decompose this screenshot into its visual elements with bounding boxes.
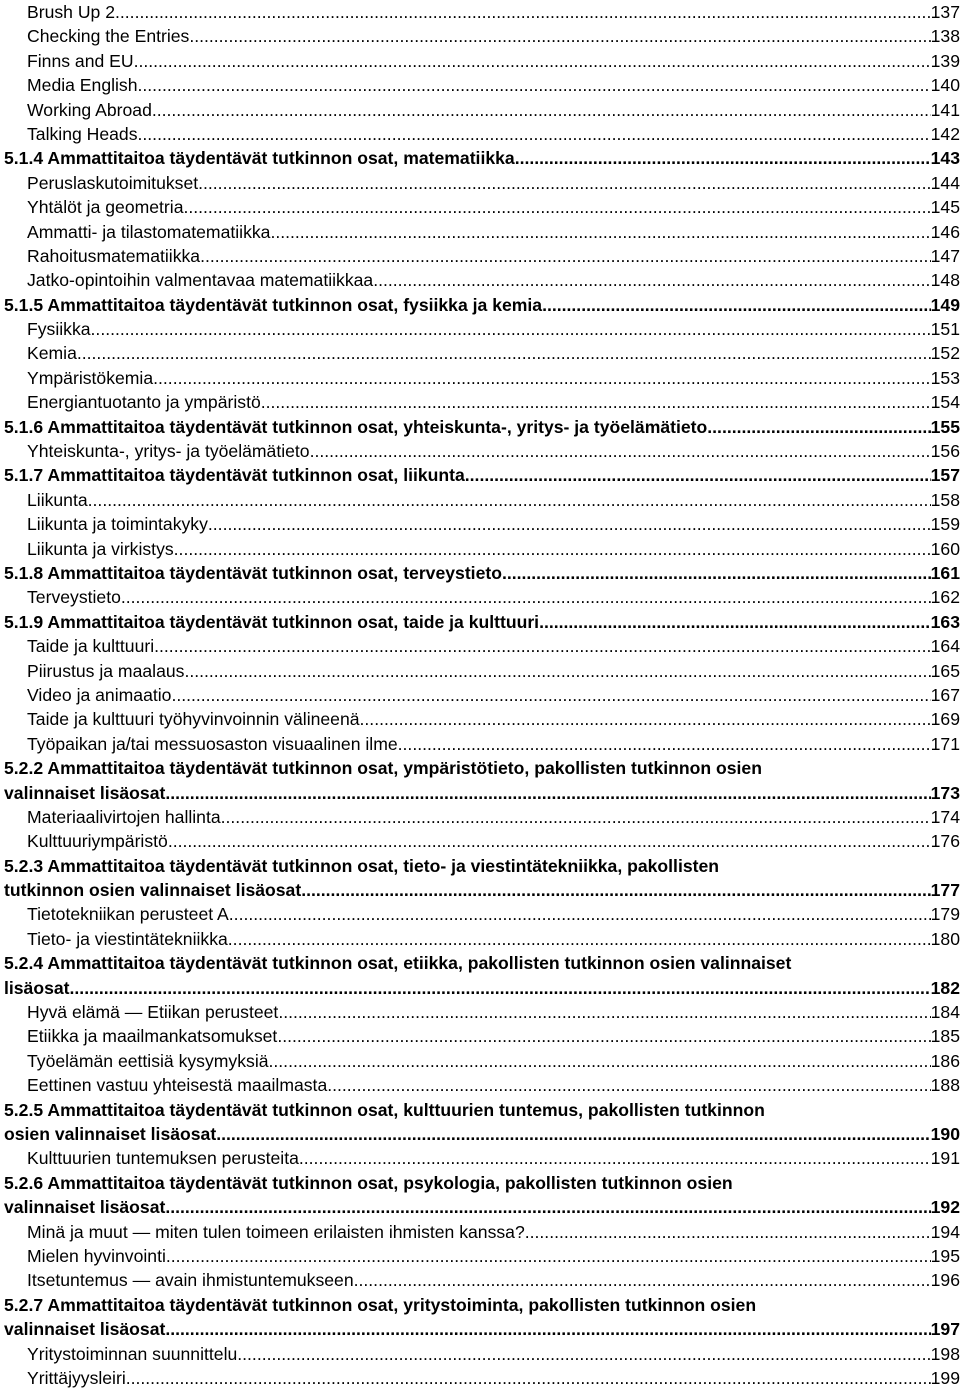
toc-entry-title: Ammatti- ja tilastomatematiikka (27, 221, 271, 242)
toc-subsection-entry[interactable] (0, 537, 960, 561)
toc-entry-title: Energiantuotanto ja ympäristö (27, 392, 261, 413)
toc-dot-leader (200, 244, 931, 268)
toc-dot-leader (166, 1244, 931, 1268)
toc-dot-leader (221, 805, 931, 829)
toc-dot-leader (310, 439, 931, 463)
toc-entry-title: Fysiikka (27, 319, 91, 340)
toc-entry-title: Liikunta (27, 489, 88, 510)
toc-dot-leader (184, 659, 930, 683)
toc-entry-title: Kulttuurien tuntemuksen perusteita (27, 1148, 299, 1169)
toc-subsection-entry[interactable] (0, 707, 960, 731)
toc-entry-title: Kulttuuriympäristö (27, 831, 168, 852)
toc-page-number: 163 (930, 611, 960, 632)
toc-dot-leader (360, 707, 931, 731)
toc-page-number: 177 (930, 880, 960, 901)
toc-page-number: 169 (930, 709, 960, 730)
toc-entry-title: valinnaiset lisäosat (4, 1319, 166, 1340)
toc-entry-title: 5.1.6 Ammattitaitoa täydentävät tutkinnon osat, yhteiskunta-, yritys- ja työelämätieto (4, 416, 708, 437)
toc-section-entry[interactable] (0, 1098, 960, 1147)
toc-subsection-entry[interactable] (0, 927, 960, 951)
toc-section-entry[interactable] (0, 146, 960, 170)
toc-section-entry[interactable] (0, 951, 960, 1000)
toc-entry-title: Etiikka ja maailmankatsomukset (27, 1026, 278, 1047)
toc-entry-title: 5.1.8 Ammattitaitoa täydentävät tutkinnon osat, terveystieto (4, 562, 502, 583)
toc-dot-leader (237, 1342, 930, 1366)
toc-page-number: 152 (930, 343, 960, 364)
toc-page-number: 176 (930, 831, 960, 852)
toc-entry-title: Media English (27, 75, 138, 96)
toc-subsection-entry[interactable] (0, 683, 960, 707)
toc-dot-leader (152, 98, 931, 122)
toc-entry-title: Rahoitusmatematiikka (27, 245, 201, 266)
toc-dot-leader (198, 171, 931, 195)
toc-entry-title: Brush Up 2 (27, 2, 116, 22)
toc-dot-leader (707, 415, 930, 439)
toc-dot-leader (126, 1366, 931, 1390)
toc-page-number: 167 (930, 684, 960, 705)
toc-subsection-entry[interactable] (0, 1049, 960, 1073)
toc-dot-leader (229, 902, 931, 926)
toc-entry-title: Taide ja kulttuuri työhyvinvoinnin välineenä (27, 709, 360, 730)
toc-entry-title: Piirustus ja maalaus (27, 660, 185, 681)
toc-dot-leader (278, 1000, 930, 1024)
toc-page-number: 171 (930, 733, 960, 754)
toc-dot-leader (299, 1146, 931, 1170)
toc-dot-leader (261, 390, 931, 414)
toc-page-number: 173 (930, 782, 960, 803)
toc-entry-title: valinnaiset lisäosat (4, 782, 166, 803)
toc-section-entry[interactable] (0, 756, 960, 805)
toc-page-number: 182 (930, 977, 960, 998)
toc-subsection-entry[interactable] (0, 659, 960, 683)
toc-entry-title: Mielen hyvinvointi (27, 1246, 166, 1266)
toc-page-number: 144 (930, 172, 960, 193)
toc-entry-title: Taide ja kulttuuri (27, 636, 155, 657)
toc-page-number: 155 (930, 416, 960, 437)
toc-dot-leader (189, 24, 930, 48)
toc-page-number: 188 (930, 1075, 960, 1096)
toc-dot-leader (208, 512, 931, 536)
toc-page-number: 174 (930, 806, 960, 827)
toc-page-number: 161 (930, 562, 960, 583)
toc-entry-title: Terveystieto (27, 587, 121, 608)
toc-dot-leader (373, 268, 930, 292)
toc-subsection-entry[interactable] (0, 24, 960, 48)
toc-entry-title: Eettinen vastuu yhteisestä maailmasta (27, 1075, 328, 1096)
toc-entry-title: lisäosat (4, 977, 70, 998)
toc-subsection-entry[interactable] (0, 1073, 960, 1097)
toc-entry-title: Yritystoiminnan suunnittelu (27, 1343, 238, 1364)
toc-dot-leader (154, 634, 931, 658)
toc-page-number: 196 (930, 1270, 960, 1291)
toc-page-number: 199 (930, 1367, 960, 1388)
toc-dot-leader (216, 1122, 930, 1146)
toc-entry-title: Työpaikan ja/tai messuosaston visuaalinen ilme (27, 733, 398, 754)
toc-entry-title: Materiaalivirtojen hallinta (27, 806, 221, 827)
toc-page-number: 139 (930, 50, 960, 71)
toc-dot-leader (301, 878, 930, 902)
toc-dot-leader (171, 683, 930, 707)
toc-page-number: 157 (930, 465, 960, 486)
toc-dot-leader (168, 829, 931, 853)
toc-subsection-entry[interactable] (0, 1000, 960, 1024)
toc-entry-title: valinnaiset lisäosat (4, 1197, 166, 1218)
toc-entry-title-line1: 5.2.5 Ammattitaitoa täydentävät tutkinnon osat, kulttuurien tuntemus, pakollisten tutkinnon (4, 1099, 765, 1120)
toc-entry-title: Itsetuntemus — avain ihmistuntemukseen (27, 1270, 354, 1291)
toc-page-number: 165 (930, 660, 960, 681)
toc-dot-leader (134, 49, 931, 73)
toc-subsection-entry[interactable] (0, 122, 960, 146)
toc-subsection-entry[interactable] (0, 98, 960, 122)
toc-subsection-entry[interactable] (0, 244, 960, 268)
toc-entry-title: 5.1.7 Ammattitaitoa täydentävät tutkinnon osat, liikunta (4, 465, 465, 486)
toc-section-entry[interactable] (0, 415, 960, 439)
toc-subsection-entry[interactable] (0, 1220, 960, 1244)
toc-entry-title-line1: 5.2.4 Ammattitaitoa täydentävät tutkinnon osat, etiikka, pakollisten tutkinnon osien valinnaiset (4, 953, 792, 974)
toc-section-entry[interactable] (0, 293, 960, 317)
toc-entry-title: Talking Heads (27, 123, 138, 144)
toc-subsection-entry[interactable] (0, 195, 960, 219)
toc-entry-title: 5.1.5 Ammattitaitoa täydentävät tutkinnon osat, fysiikka ja kemia (4, 294, 543, 315)
toc-subsection-entry[interactable] (0, 1268, 960, 1292)
toc-subsection-entry[interactable] (0, 902, 960, 926)
toc-subsection-entry[interactable] (0, 732, 960, 756)
toc-dot-leader (515, 146, 931, 170)
toc-dot-leader (228, 927, 931, 951)
toc-page-number: 137 (930, 2, 960, 22)
toc-entry-title: Liikunta ja toimintakyky (27, 514, 208, 535)
toc-subsection-entry[interactable] (0, 317, 960, 341)
toc-entry-title: Finns and EU (27, 50, 134, 71)
toc-subsection-entry[interactable] (0, 829, 960, 853)
toc-subsection-entry[interactable] (0, 171, 960, 195)
toc-dot-leader (174, 537, 931, 561)
toc-dot-leader (465, 463, 931, 487)
toc-subsection-entry[interactable] (0, 1366, 960, 1390)
toc-subsection-entry[interactable] (0, 390, 960, 414)
toc-page-number: 198 (930, 1343, 960, 1364)
toc-entry-title: Yhtälöt ja geometria (27, 197, 184, 218)
toc-entry-title-line1: 5.2.3 Ammattitaitoa täydentävät tutkinnon osat, tieto- ja viestintätekniikka, pakollisten (4, 855, 720, 876)
toc-dot-leader (115, 0, 931, 24)
toc-entry-title: osien valinnaiset lisäosat (4, 1124, 217, 1145)
toc-subsection-entry[interactable] (0, 805, 960, 829)
toc-subsection-entry[interactable] (0, 1342, 960, 1366)
toc-page-number: 154 (930, 392, 960, 413)
toc-page-number: 138 (930, 26, 960, 47)
toc-dot-leader (398, 732, 931, 756)
toc-entry-title: Checking the Entries (27, 26, 190, 47)
toc-section-entry[interactable] (0, 610, 960, 634)
toc-page-number: 149 (930, 294, 960, 315)
toc-entry-title: Yrittäjyysleiri (27, 1367, 126, 1388)
toc-subsection-entry[interactable] (0, 1146, 960, 1170)
toc-entry-title: Tietotekniikan perusteet A (27, 904, 229, 925)
toc-page-number: 153 (930, 367, 960, 388)
toc-page-number: 159 (930, 514, 960, 535)
toc-subsection-entry[interactable] (0, 268, 960, 292)
toc-page-number: 156 (930, 441, 960, 462)
toc-entry-title: Hyvä elämä — Etiikan perusteet (27, 1002, 279, 1023)
toc-subsection-entry[interactable] (0, 341, 960, 365)
toc-dot-leader (165, 1317, 930, 1341)
toc-entry-title: Minä ja muut — miten tulen toimeen erilaisten ihmisten kanssa? (27, 1221, 525, 1242)
toc-subsection-entry[interactable] (0, 585, 960, 609)
toc-page-number: 162 (930, 587, 960, 608)
toc-section-entry[interactable] (0, 854, 960, 903)
toc-dot-leader (502, 561, 931, 585)
toc-subsection-entry[interactable] (0, 73, 960, 97)
toc-page-number: 141 (930, 99, 960, 120)
toc-section-entry[interactable] (0, 1171, 960, 1220)
toc-subsection-entry[interactable] (0, 488, 960, 512)
toc-dot-leader (269, 1049, 931, 1073)
toc-dot-leader (277, 1024, 930, 1048)
toc-dot-leader (138, 73, 931, 97)
toc-dot-leader (70, 976, 931, 1000)
toc-dot-leader (77, 341, 931, 365)
toc-dot-leader (354, 1268, 931, 1292)
toc-page-number: 158 (930, 489, 960, 510)
toc-page-number: 164 (930, 636, 960, 657)
toc-entry-title-line1: 5.2.7 Ammattitaitoa täydentävät tutkinnon osat, yritystoiminta, pakollisten tutkinnon osien (4, 1294, 757, 1315)
toc-dot-leader (539, 610, 931, 634)
toc-page-number: 142 (930, 123, 960, 144)
toc-page-number: 191 (930, 1148, 960, 1169)
toc-page-number: 145 (930, 197, 960, 218)
toc-page-number: 146 (930, 221, 960, 242)
toc-subsection-entry[interactable] (0, 439, 960, 463)
toc-entry-title: Kemia (27, 343, 77, 364)
toc-page-number: 151 (930, 319, 960, 340)
toc-entry-title: Working Abroad (27, 99, 152, 120)
toc-subsection-entry[interactable] (0, 1024, 960, 1048)
toc-entry-title: Työelämän eettisiä kysymyksiä (27, 1050, 269, 1071)
toc-page-number: 140 (930, 75, 960, 96)
toc-entry-title-line1: 5.2.2 Ammattitaitoa täydentävät tutkinnon osat, ympäristötieto, pakollisten tutkinnon osien (4, 758, 762, 779)
toc-page-number: 184 (930, 1002, 960, 1023)
toc-section-entry[interactable] (0, 1293, 960, 1342)
toc-page-number: 160 (930, 538, 960, 559)
toc-entry-title: Ympäristökemia (27, 367, 154, 388)
toc-page-number: 143 (930, 148, 960, 169)
toc-subsection-entry[interactable] (0, 49, 960, 73)
toc-dot-leader (165, 1195, 930, 1219)
toc-page-number: 195 (930, 1246, 960, 1266)
toc-page-number: 148 (930, 270, 960, 291)
toc-entry-title: Peruslaskutoimitukset (27, 172, 199, 193)
toc-dot-leader (88, 488, 931, 512)
toc-entry-title: 5.1.9 Ammattitaitoa täydentävät tutkinnon osat, taide ja kulttuuri (4, 611, 540, 632)
toc-dot-leader (327, 1073, 930, 1097)
toc-page-number: 197 (930, 1319, 960, 1340)
toc-subsection-entry[interactable] (0, 1244, 960, 1268)
toc-page-number: 186 (930, 1050, 960, 1071)
toc-subsection-entry[interactable] (0, 512, 960, 536)
toc-page-number: 179 (930, 904, 960, 925)
toc-entry-title-line1: 5.2.6 Ammattitaitoa täydentävät tutkinnon osat, psykologia, pakollisten tutkinnon osien (4, 1172, 733, 1193)
toc-dot-leader (121, 585, 931, 609)
toc-dot-leader (525, 1220, 931, 1244)
toc-entry-title: Video ja animaatio (27, 684, 172, 705)
toc-subsection-entry[interactable] (0, 366, 960, 390)
toc-entry-title: tutkinnon osien valinnaiset lisäosat (4, 880, 302, 901)
toc-dot-leader (542, 293, 931, 317)
toc-subsection-entry[interactable] (0, 220, 960, 244)
toc-subsection-entry[interactable] (0, 634, 960, 658)
toc-entry-title: 5.1.4 Ammattitaitoa täydentävät tutkinnon osat, matematiikka (4, 148, 515, 169)
toc-page-number: 194 (930, 1221, 960, 1242)
toc-page-number: 185 (930, 1026, 960, 1047)
toc-section-entry[interactable] (0, 463, 960, 487)
toc-page-number: 147 (930, 245, 960, 266)
toc-dot-leader (270, 220, 930, 244)
toc-section-entry[interactable] (0, 561, 960, 585)
toc-dot-leader (91, 317, 931, 341)
toc-page-number: 180 (930, 928, 960, 949)
toc-entry-title: Liikunta ja virkistys (27, 538, 174, 559)
toc-entry-title: Tieto- ja viestintätekniikka (27, 928, 228, 949)
toc-dot-leader (138, 122, 931, 146)
toc-dot-leader (153, 366, 931, 390)
toc-subsection-entry[interactable] (0, 0, 960, 24)
toc-page-number: 192 (930, 1197, 960, 1218)
toc-entry-title: Jatko-opintoihin valmentavaa matematiikkaa (27, 270, 374, 291)
toc-entry-title: Yhteiskunta-, yritys- ja työelämätieto (27, 441, 310, 462)
toc-dot-leader (183, 195, 930, 219)
toc-page-number: 190 (930, 1124, 960, 1145)
toc-dot-leader (165, 781, 930, 805)
